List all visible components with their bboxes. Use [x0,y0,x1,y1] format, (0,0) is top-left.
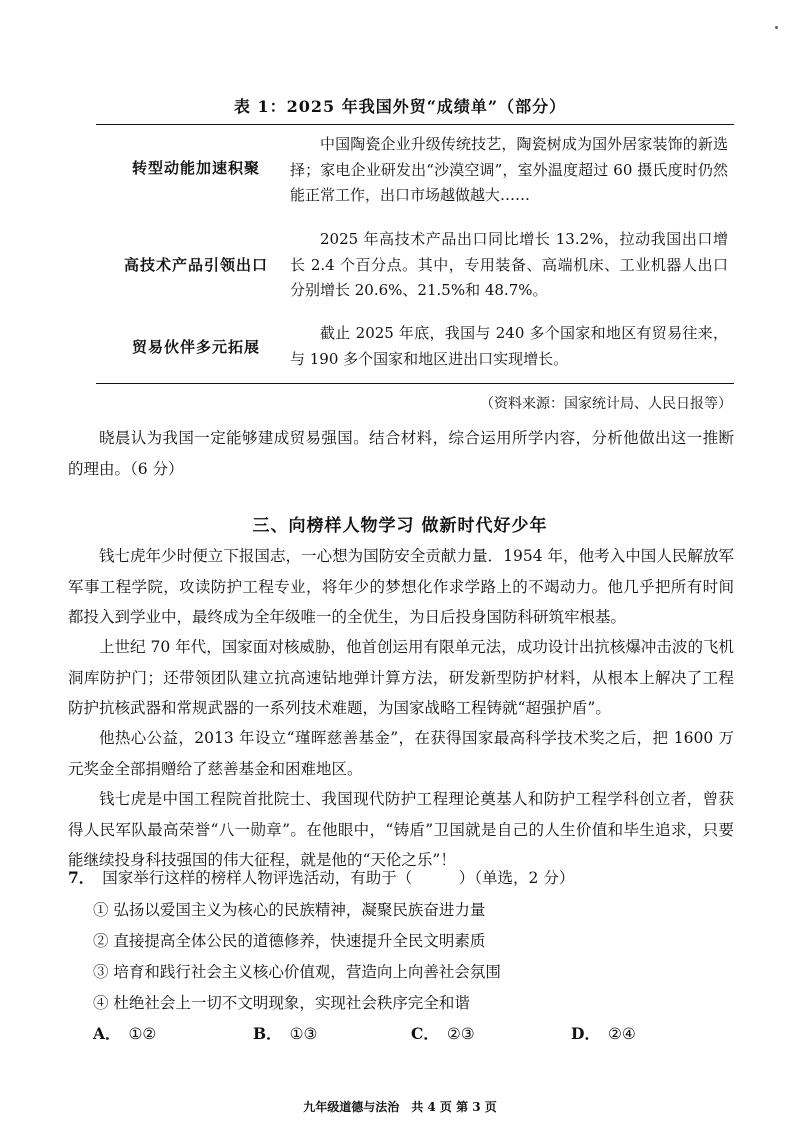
section-paragraph: 他热心公益，2013 年设立“瑾晖慈善基金”，在获得国家最高科学技术奖之后，把 1600 万元奖金全部捐赠给了慈善基金和困难地区。 [68,729,734,778]
option-value: ②④ [607,1025,636,1043]
table-top-rule [96,124,734,125]
table-source: （资料来源：国家统计局、人民日报等） [480,396,732,412]
statement-item: ① 弘扬以爱国主义为核心的民族精神，凝聚民族奋进力量 [93,901,486,919]
section-paragraph: 钱七虎是中国工程院首批院士、我国现代防护工程理论奠基人和防护工程学科创立者，曾获得人民军队最高荣誉“八一勋章”。在他眼中，“铸盾”卫国就是自己的人生价值和毕生追求，只要能继续投身科技强国的伟大征程，就是他的“天伦之乐”！ [68,790,734,869]
option-d[interactable] [571,1022,636,1044]
answer-options [93,1022,653,1046]
row-content: 2025 年高技术产品出口同比增长 13.2%，拉动我国出口增长 2.4 个百分点。其中，专用装备、高端机床、工业机器人出口分别增长 20.6%、21.5%和 48.7%。 [290,230,728,299]
option-value: ②③ [446,1025,475,1043]
option-letter: C． [411,1024,439,1043]
table-row [96,227,734,303]
statement-item: ④ 杜绝社会上一切不文明现象，实现社会秩序完全和谐 [93,994,470,1012]
question-number: 7． [68,868,95,887]
option-letter: A． [93,1024,121,1043]
statement-item: ② 直接提高全体公民的道德修养，快速提升全民文明素质 [93,932,486,950]
option-value: ①③ [289,1025,318,1043]
question-7-stem [68,866,574,888]
table-title: 表 1：2025 年我国外贸“成绩单”（部分） [233,97,567,116]
question-6-text: 晓晨认为我国一定能够建成贸易强国。结合材料，综合运用所学内容，分析他做出这一推断的理由。（6 分） [68,429,734,478]
page-footer: 九年级道德与法治 共 4 页 第 3 页 [303,1100,497,1114]
row-label: 转型动能加速积聚 [131,159,260,177]
option-value: ①② [128,1025,157,1043]
option-b[interactable] [253,1022,317,1044]
section-paragraph: 钱七虎年少时便立下报国志，一心想为国防安全贡献力量．1954 年，他考入中国人民解放军军事工程学院，攻读防护工程专业，将年少的梦想化作求学路上的不竭动力。他几乎把所有时间都投入到学业中，最终成为全年级唯一的全优生，为日后投身国防科研筑牢根基。 [68,547,734,626]
table-row [96,132,734,208]
table-row [96,321,734,373]
section-paragraph: 上世纪 70 年代，国家面对核威胁，他首创运用有限单元法，成功设计出抗核爆冲击波的飞机洞库防护门；还带领团队建立抗高速钻地弹计算方法，研发新型防护材料，从根本上解决了工程防护抗核武器和常规武器的一系列技术难题，为国家战略工程铸就“超强护盾”。 [68,638,734,717]
row-content: 中国陶瓷企业升级传统技艺，陶瓷树成为国外居家装饰的新选择；家电企业研发出“沙漠空调”，室外温度超过 60 摄氏度时仍然能正常工作，出口市场越做越大…… [290,135,728,204]
option-c[interactable] [411,1022,475,1044]
row-label: 高技术产品引领出口 [123,256,268,274]
scan-dot [775,26,778,29]
option-letter: D． [571,1024,600,1043]
section-title: 三、向榜样人物学习 做新时代好少年 [252,516,548,536]
statement-item: ③ 培育和践行社会主义核心价值观，营造向上向善社会氛围 [93,963,501,981]
question-text: 国家举行这样的榜样人物评选活动，有助于（ ）（单选，2 分） [102,869,575,887]
row-content: 截止 2025 年底，我国与 240 多个国家和地区有贸易往来，与 190 多个国家和地区进出口实现增长。 [290,324,728,368]
option-letter: B． [253,1024,282,1043]
option-a[interactable] [93,1022,156,1044]
row-label: 贸易伙伴多元拓展 [131,338,260,356]
table-bottom-rule [96,383,734,384]
